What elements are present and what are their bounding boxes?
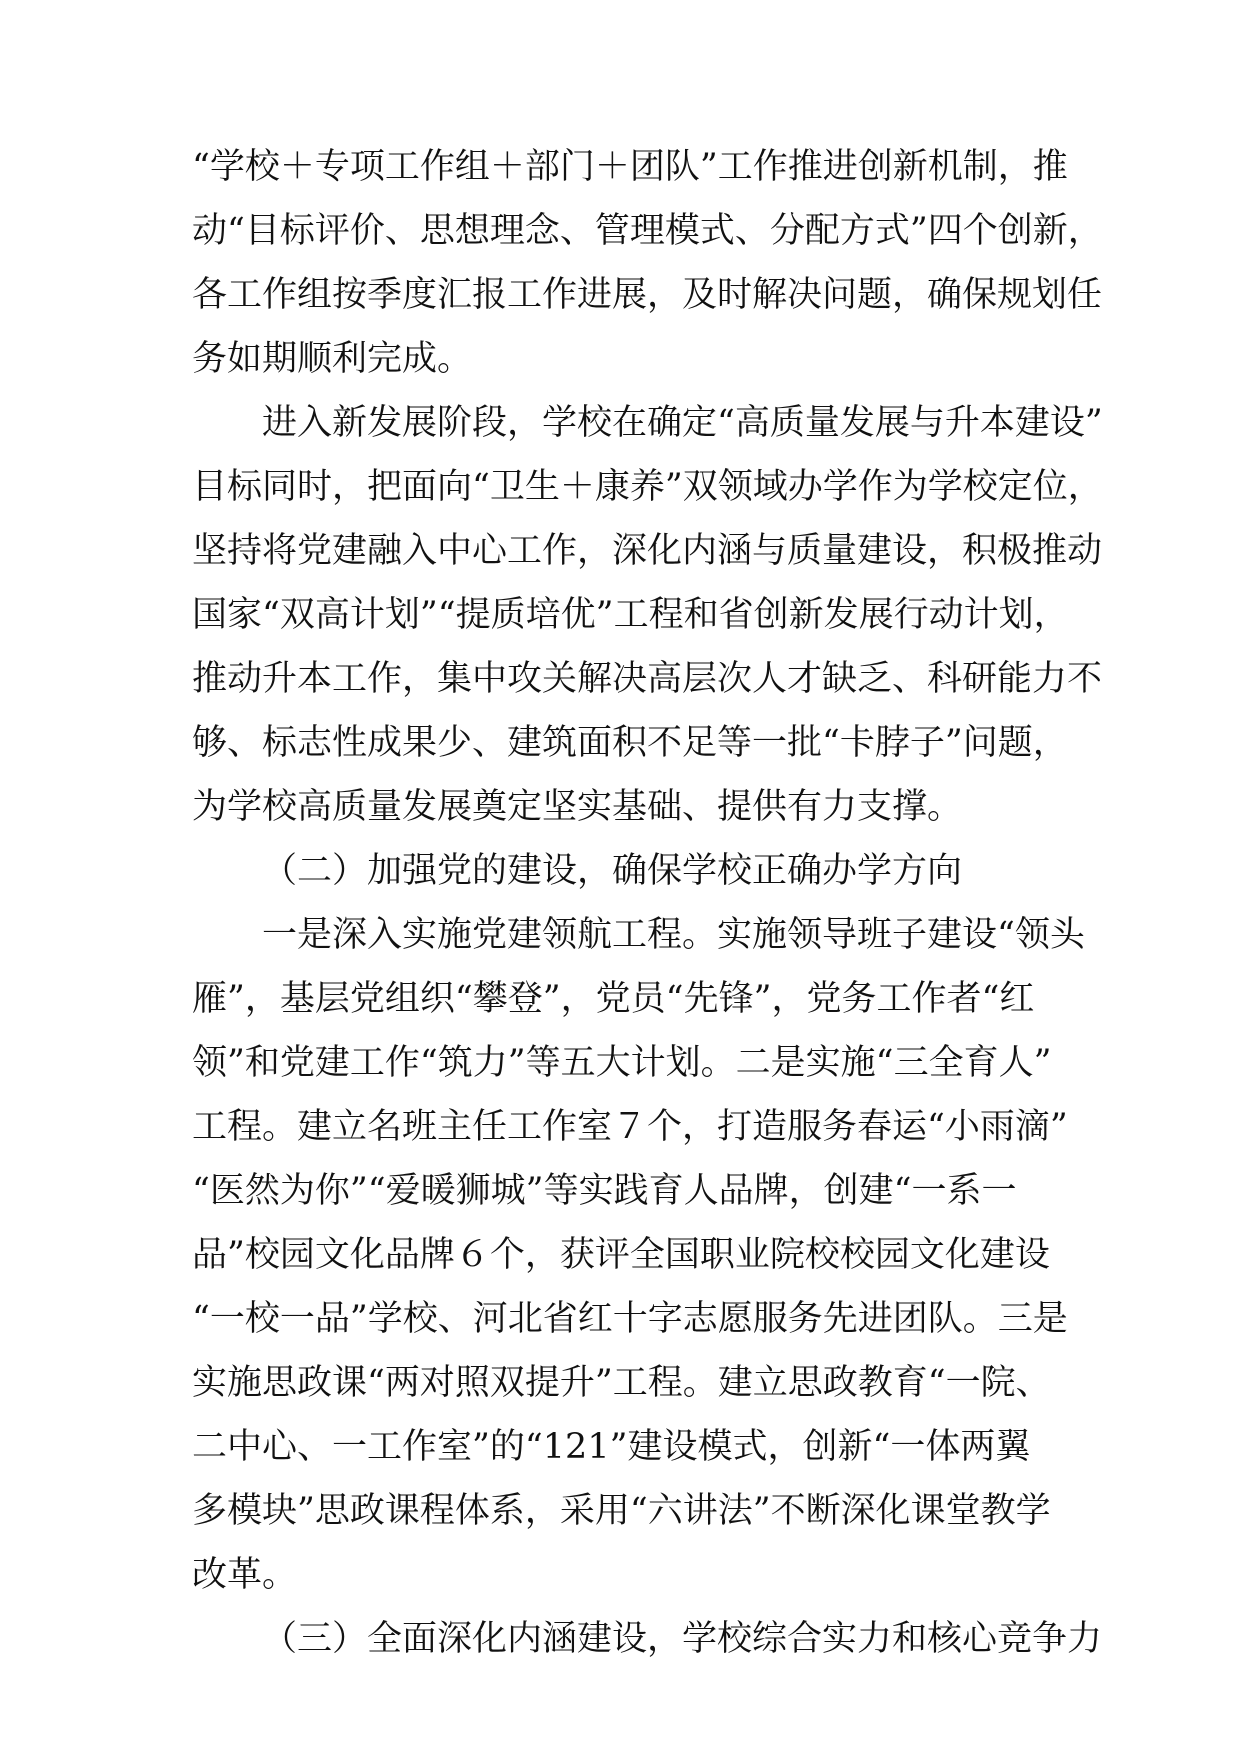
section-heading: （三）全面深化内涵建设，学校综合实力和核心竞争力	[262, 1619, 1103, 1659]
text-line: 雁”，基层党组织“攀登”，党员“先锋”，党务工作者“红	[192, 979, 1035, 1019]
paragraph-start-line: 一是深入实施党建领航工程。实施领导班子建设“领头	[262, 915, 1085, 955]
text-line: 领”和党建工作“筑力”等五大计划。二是实施“三全育人”	[192, 1043, 1052, 1083]
text-line: “医然为你”“爱暖狮城”等实践育人品牌，创建“一系一	[192, 1171, 1017, 1211]
text-line: 目标同时，把面向“卫生＋康养”双领域办学作为学校定位，	[192, 467, 1103, 507]
text-line: 工程。建立名班主任工作室７个，打造服务春运“小雨滴”	[192, 1107, 1068, 1147]
text-line: 国家“双高计划”“提质培优”工程和省创新发展行动计划，	[192, 595, 1069, 635]
text-line: 坚持将党建融入中心工作，深化内涵与质量建设，积极推动	[192, 531, 1103, 571]
text-line: 务如期顺利完成。	[192, 339, 473, 379]
text-line: 改革。	[192, 1555, 298, 1595]
text-line: 为学校高质量发展奠定坚实基础、提供有力支撑。	[192, 787, 963, 827]
paragraph-start-line: 进入新发展阶段，学校在确定“高质量发展与升本建设”	[262, 403, 1103, 443]
text-line: 各工作组按季度汇报工作进展，及时解决问题，确保规划任	[192, 275, 1103, 315]
text-line: 多模块”思政课程体系，采用“六讲法”不断深化课堂教学	[192, 1491, 1051, 1531]
text-line: 实施思政课“两对照双提升”工程。建立思政教育“一院、	[192, 1363, 1051, 1403]
text-line: 动“目标评价、思想理念、管理模式、分配方式”四个创新，	[192, 211, 1103, 251]
text-line: 推动升本工作，集中攻关解决高层次人才缺乏、科研能力不	[192, 659, 1103, 699]
text-line: “学校＋专项工作组＋部门＋团队”工作推进创新机制，推	[192, 147, 1068, 187]
text-line: 够、标志性成果少、建筑面积不足等一批“卡脖子”问题，	[192, 723, 1068, 763]
section-heading: （二）加强党的建设，确保学校正确办学方向	[262, 851, 963, 891]
text-line: “一校一品”学校、河北省红十字志愿服务先进团队。三是	[192, 1299, 1068, 1339]
text-line: 品”校园文化品牌６个，获评全国职业院校校园文化建设	[192, 1235, 1050, 1275]
text-line: 二中心、一工作室”的“121”建设模式，创新“一体两翼	[192, 1427, 1031, 1467]
